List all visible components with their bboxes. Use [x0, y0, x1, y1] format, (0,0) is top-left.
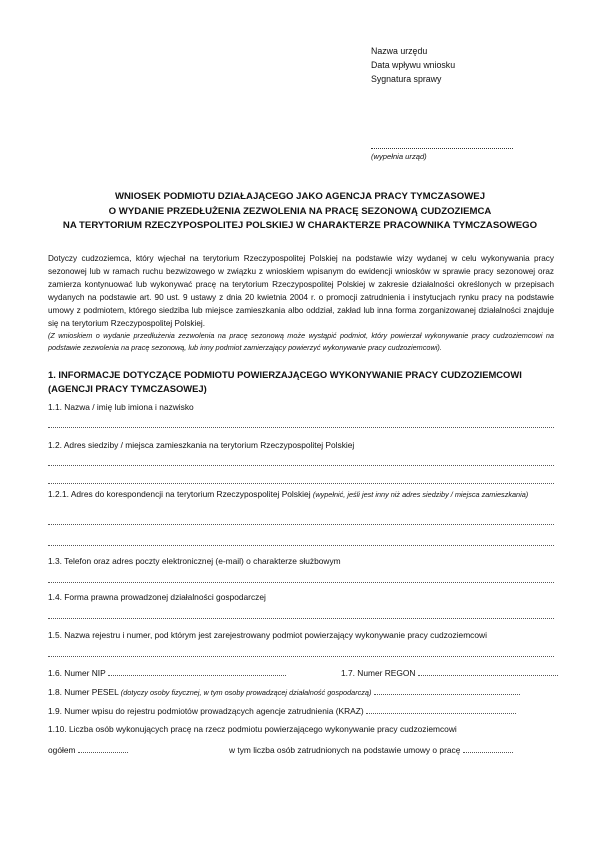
field-1-8-input[interactable] [374, 686, 520, 695]
office-fill-area [371, 140, 513, 162]
office-info [371, 44, 455, 86]
field-1-10-total-label: ogółem [48, 745, 76, 755]
field-1-2-1-label [48, 489, 554, 500]
field-1-7 [341, 667, 558, 679]
field-1-10-contract-input[interactable] [463, 744, 513, 753]
office-name-label: Nazwa urzędu [371, 46, 428, 56]
field-1-1-input[interactable] [48, 427, 554, 428]
receipt-date-label: Data wpływu wniosku [371, 60, 456, 70]
intro-note: (Z wnioskiem o wydanie przedłużenia zezwolenia na pracę sezonową może wystąpić podmiot, który powierzał wykonywanie pracy cudzoziemcowi na podstawie zezwolenia na pracę sezonową, lub inny podmiot zamierzający powierzyć wykonywanie pracy cudzoziemcowi). [48, 331, 554, 352]
case-signature-label: Sygnatura sprawy [371, 74, 442, 84]
field-1-3-input[interactable] [48, 582, 554, 583]
field-1-10-total-input[interactable] [78, 744, 128, 753]
field-1-6-label: 1.6. Numer NIP [48, 668, 106, 678]
field-1-9-label: 1.9. Numer wpisu do rejestru podmiotów prowadzących agencje zatrudnienia (KRAZ) [48, 706, 364, 716]
field-1-2-1-hint: (wypełnić, jeśli jest inny niż adres siedziby / miejsca zamieszkania) [312, 490, 529, 499]
field-1-2-input-line-1[interactable] [48, 465, 554, 466]
field-1-8 [48, 686, 554, 698]
title-line-3: NA TERYTORIUM RZECZYPOSPOLITEJ POLSKIEJ W CHARAKTERZE PRACOWNIKA TYMCZASOWEGO [62, 220, 538, 231]
field-1-8-label: 1.8. Numer PESEL [48, 687, 121, 697]
field-1-10-label: 1.10. Liczba osób wykonujących pracę na rzecz podmiotu powierzającego wykonywanie pracy cudzoziemcowi [48, 724, 457, 734]
field-1-2-1-input-line-1[interactable] [48, 524, 554, 525]
field-1-9 [48, 705, 554, 717]
field-1-10-contract [229, 744, 513, 756]
field-1-8-hint: (dotyczy osoby fizycznej, w tym osoby prowadzącej działalność gospodarczą) [120, 688, 372, 697]
title-line-1: WNIOSEK PODMIOTU DZIAŁAJĄCEGO JAKO AGENCJA PRACY TYMCZASOWEJ [114, 191, 486, 202]
field-1-2-label: 1.2. Adres siedziby / miejsca zamieszkania na terytorium Rzeczypospolitej Polskiej [48, 440, 355, 450]
document-title [40, 190, 560, 234]
field-1-5-input[interactable] [48, 656, 554, 657]
field-1-7-label: 1.7. Numer REGON [341, 668, 416, 678]
field-1-7-input[interactable] [418, 667, 558, 676]
field-1-10-contract-label: w tym liczba osób zatrudnionych na podstawie umowy o pracę [229, 745, 461, 755]
field-1-1-label: 1.1. Nazwa / imię lub imiona i nazwisko [48, 402, 194, 412]
field-1-5-label: 1.5. Nazwa rejestru i numer, pod którym jest zarejestrowany podmiot powierzający wykonywanie pracy cudzoziemcowi [48, 630, 487, 640]
field-1-10-total [48, 744, 128, 756]
field-1-4-input[interactable] [48, 618, 554, 619]
field-1-6-input[interactable] [108, 667, 286, 676]
field-1-4-label: 1.4. Forma prawna prowadzonej działalności gospodarczej [48, 592, 266, 602]
intro-text: Dotyczy cudzoziemca, który wjechał na terytorium Rzeczypospolitej Polskiej na podstawie wizy wydanej w celu wykonywania pracy sezonowej lub w ramach ruchu bezwizowego w związku z wnioskiem wpisanym do ewidencji wniosków w sprawie pracy sezonowej oraz zamierza kontynuować lub wykonywać pracę na terytorium Rzeczypospolitej Polskiej w zakresie działalności określonych w przepisach wydanych na podstawie art. 90 ust. 9 ustawy z dnia 20 kwietnia 2004 r. o promocji zatrudnienia i instytucjach rynku pracy na podstawie umowy z podmiotem, którego siedziba lub miejsce zamieszkania albo oddział, zakład lub inna forma zorganizowanej działalności znajduje się na terytorium Rzeczypospolitej Polskiej. [48, 254, 554, 328]
field-1-2-1-text: 1.2.1. Adres do korespondencji na terytorium Rzeczypospolitej Polskiej [48, 489, 313, 499]
section-1-heading: 1. INFORMACJE DOTYCZĄCE PODMIOTU POWIERZAJĄCEGO WYKONYWANIE PRACY CUDZOZIEMCOWI (AGENCJI PRACY TYMCZASOWEJ) [48, 369, 522, 394]
intro-paragraph [48, 252, 554, 354]
field-1-3-label: 1.3. Telefon oraz adres poczty elektronicznej (e-mail) o charakterze służbowym [48, 556, 341, 566]
field-1-2-input-line-2[interactable] [48, 483, 554, 484]
field-1-6 [48, 667, 286, 679]
title-line-2: O WYDANIE PRZEDŁUŻENIA ZEZWOLENIA NA PRACĘ SEZONOWĄ CUDZOZIEMCA [108, 205, 492, 217]
field-1-2-1-input-line-2[interactable] [48, 545, 554, 546]
field-1-9-input[interactable] [366, 705, 516, 714]
office-fill-note: (wypełnia urząd) [371, 152, 427, 161]
office-fill-field[interactable] [371, 140, 513, 149]
